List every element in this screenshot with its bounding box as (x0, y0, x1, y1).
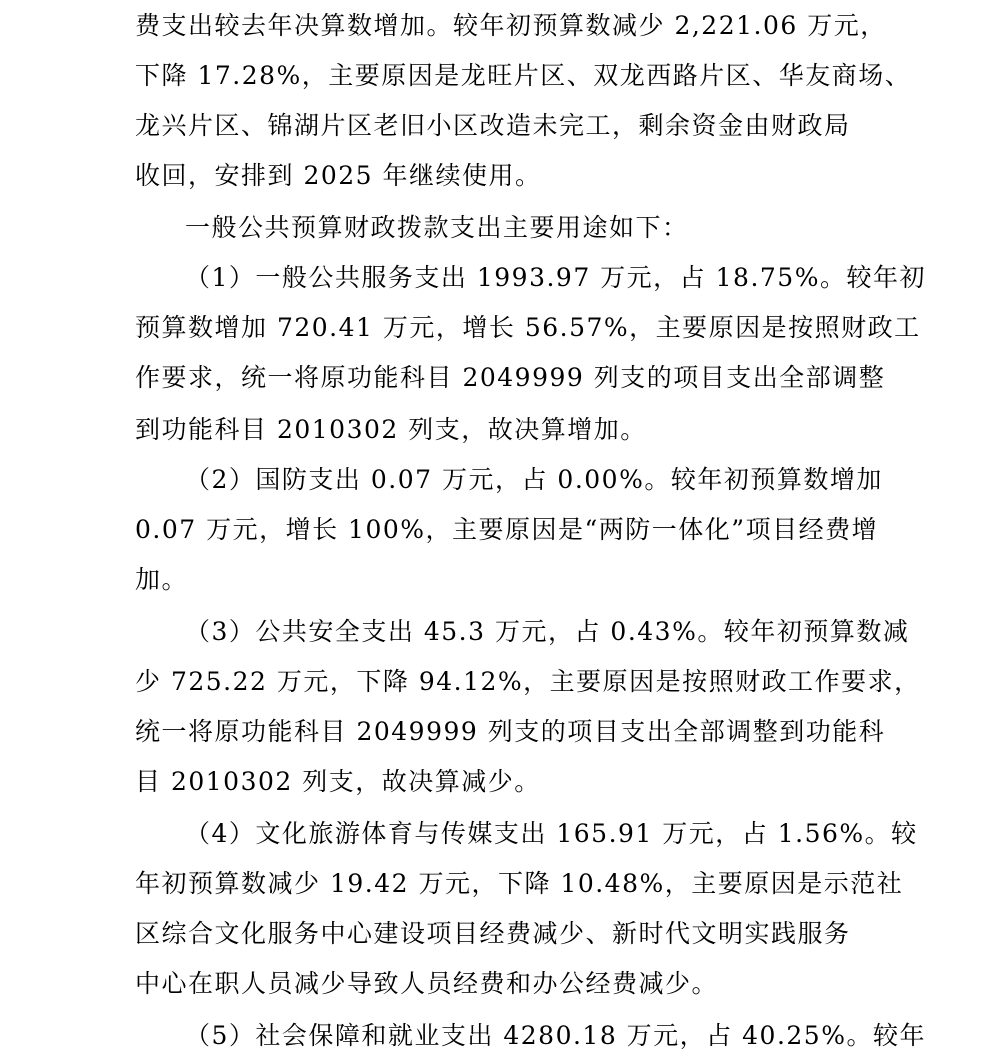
text-line: 作要求，统一将原功能科目 2049999 列支的项目支出全部调整 (135, 363, 886, 392)
text-line: 0.07 万元，增长 100%，主要原因是“两防一体化”项目经费增 (135, 515, 879, 544)
text-line: 一般公共预算财政拨款支出主要用途如下： (185, 213, 689, 242)
text-line: （1）一般公共服务支出 1993.97 万元，占 18.75%。较年初 (185, 263, 926, 292)
text-line: （4）文化旅游体育与传媒支出 165.91 万元，占 1.56%。较 (185, 819, 918, 848)
text-line: 年初预算数减少 19.42 万元，下降 10.48%，主要原因是示范社 (135, 869, 904, 898)
text-line: （2）国防支出 0.07 万元，占 0.00%。较年初预算数增加 (185, 465, 883, 494)
text-line: 下降 17.28%，主要原因是龙旺片区、双龙西路片区、华友商场、 (135, 61, 912, 90)
text-line: 收回，安排到 2025 年继续使用。 (135, 161, 542, 190)
text-line: （3）公共安全支出 45.3 万元，占 0.43%。较年初预算数减 (185, 617, 910, 646)
text-line: 到功能科目 2010302 列支，故决算增加。 (135, 415, 647, 444)
text-line: 预算数增加 720.41 万元，增长 56.57%，主要原因是按照财政工 (135, 313, 921, 342)
text-line: 加。 (135, 565, 189, 594)
text-line: 龙兴片区、锦湖片区老旧小区改造未完工，剩余资金由财政局 (135, 111, 851, 140)
text-line: 目 2010302 列支，故决算减少。 (135, 767, 541, 796)
text-line: （5）社会保障和就业支出 4280.18 万元，占 40.25%。较年 (185, 1021, 926, 1050)
text-line: 少 725.22 万元，下降 94.12%，主要原因是按照财政工作要求， (135, 667, 921, 696)
text-line: 统一将原功能科目 2049999 列支的项目支出全部调整到功能科 (135, 717, 886, 746)
text-line: 区综合文化服务中心建设项目经费减少、新时代文明实践服务 (135, 919, 851, 948)
text-line: 费支出较去年决算数增加。较年初预算数减少 2,221.06 万元， (135, 11, 887, 40)
text-line: 中心在职人员减少导致人员经费和办公经费减少。 (135, 969, 719, 998)
